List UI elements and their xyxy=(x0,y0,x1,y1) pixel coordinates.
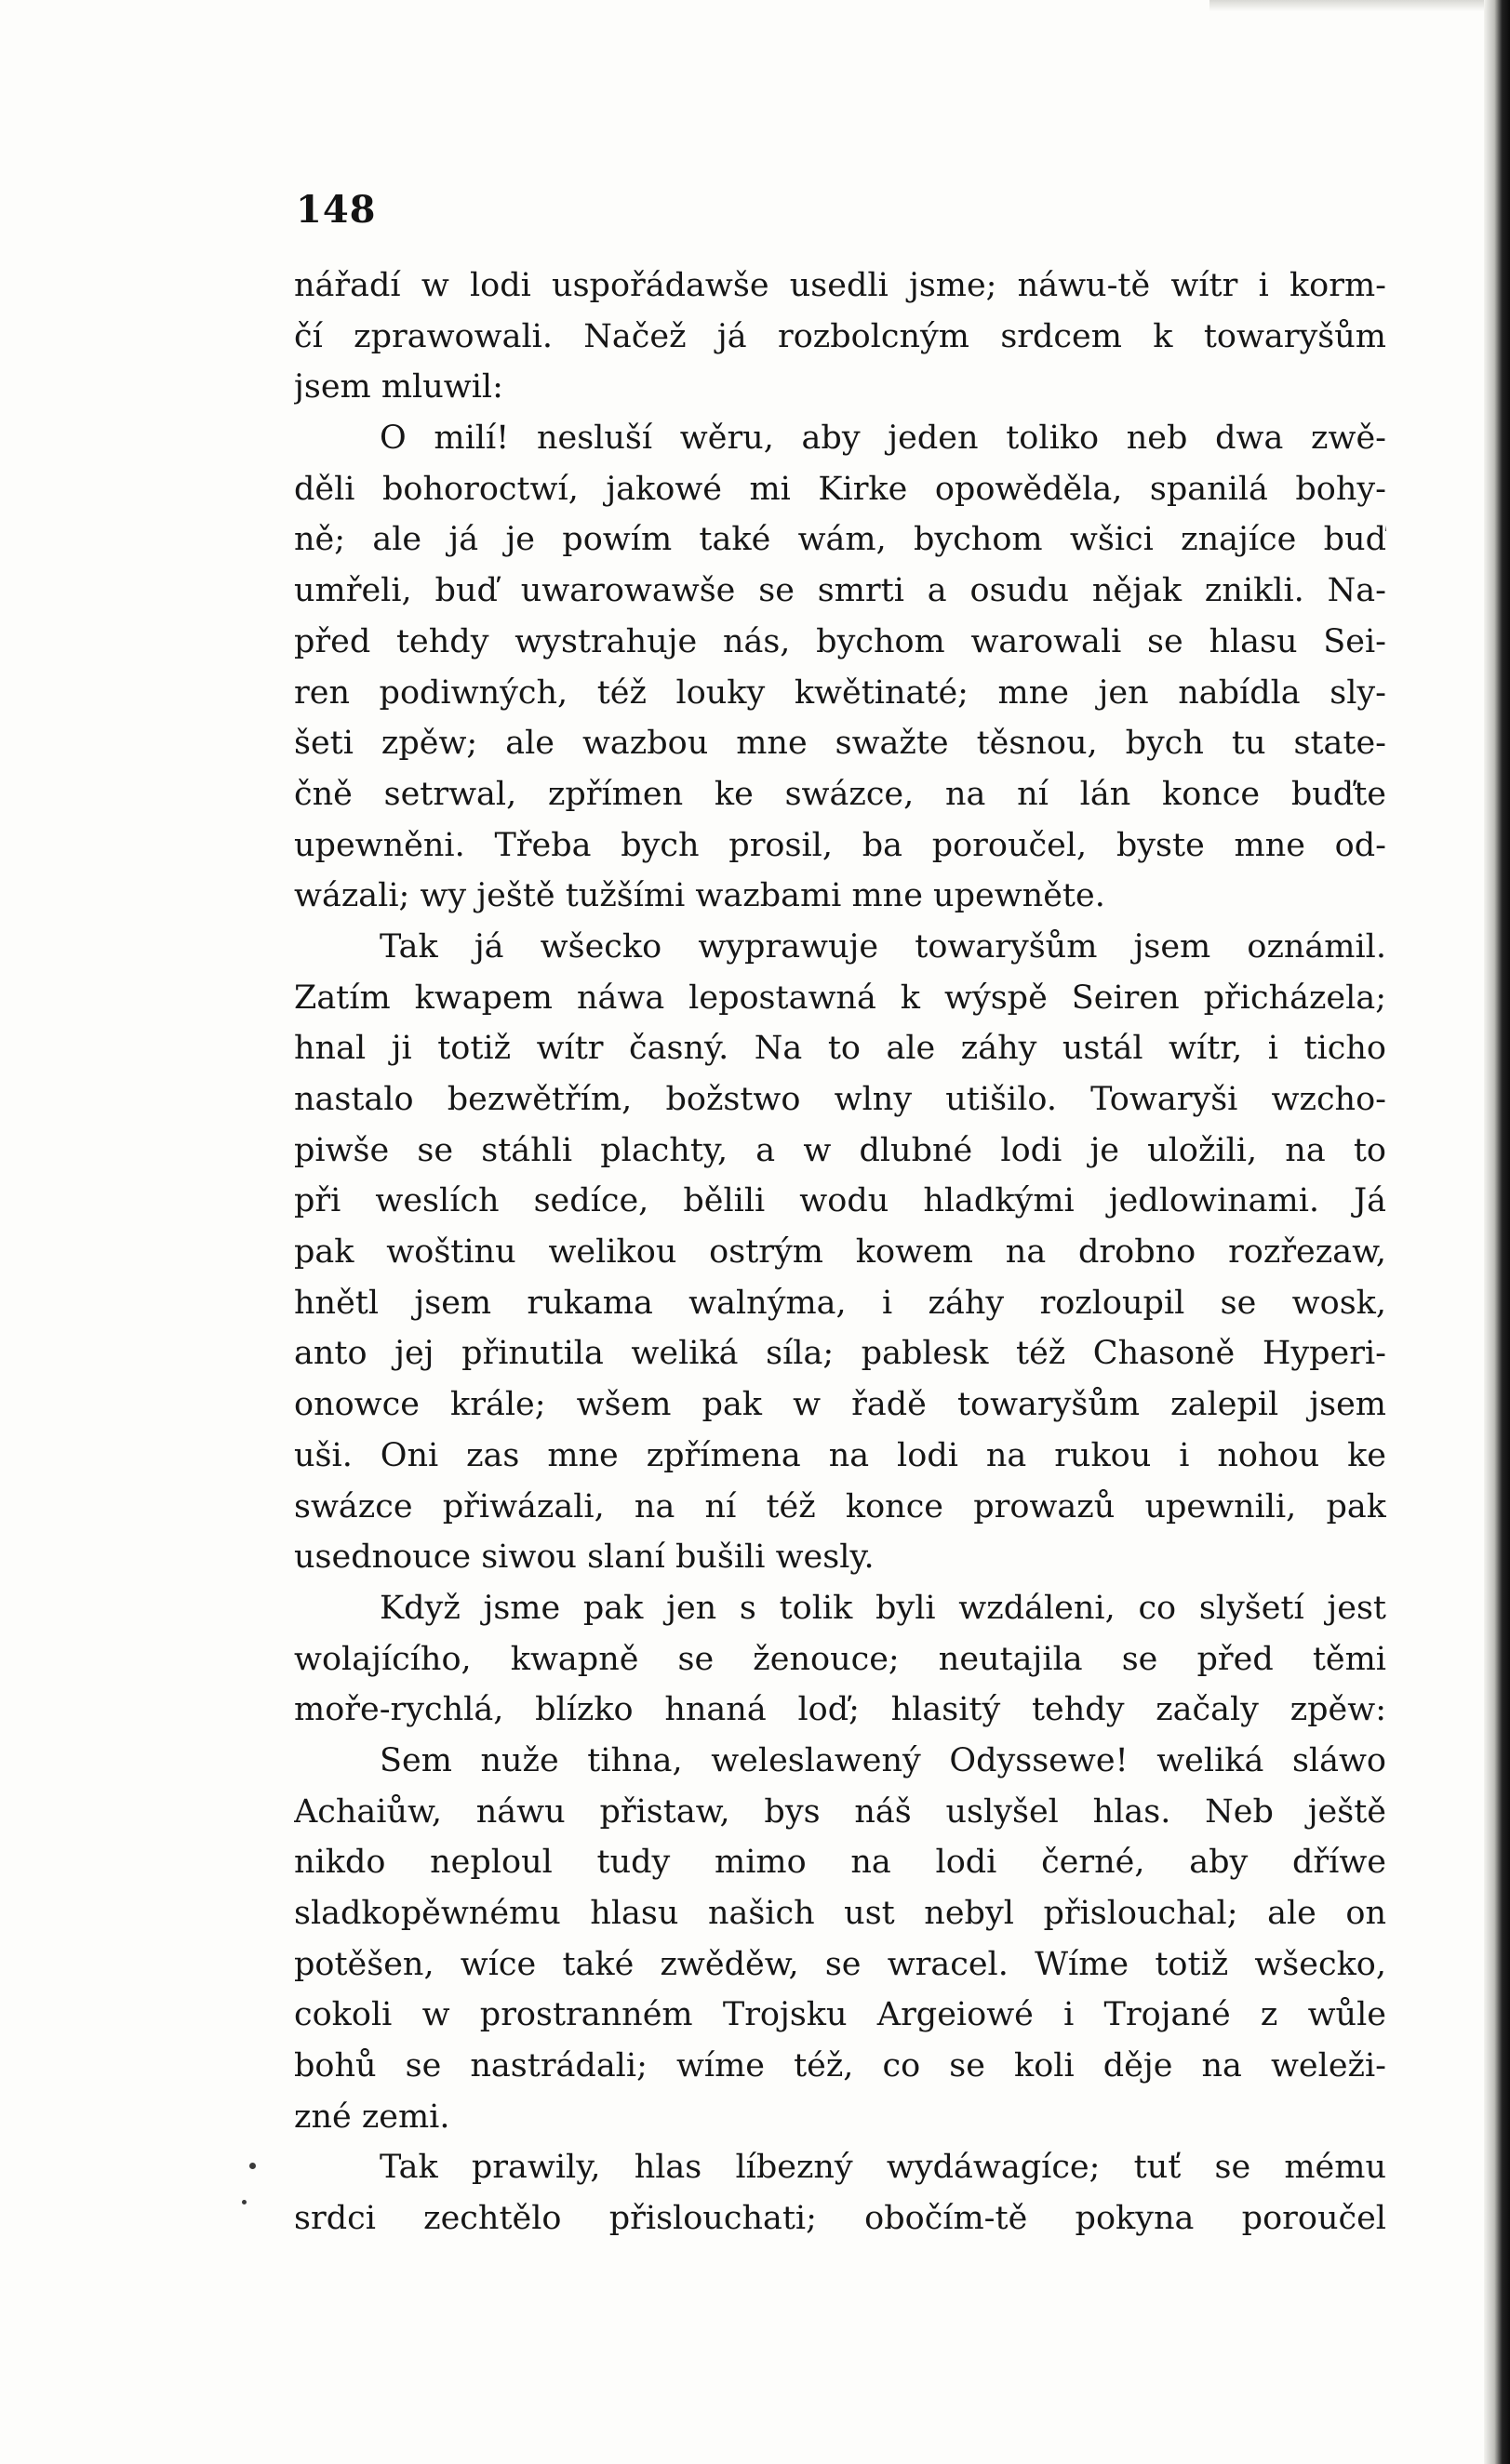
text-line: piwše se stáhli plachty, a w dlubné lodi je uložili, na to xyxy=(294,1131,1386,1169)
text-line: nastalo bezwětřím, božstwo wlny utišilo. Towaryši wzcho- xyxy=(294,1081,1386,1118)
text-line: čí zprawowali. Načež já rozbolcným srdcem k towaryšům xyxy=(294,317,1386,355)
text-line: šeti zpěw; ale wazbou mne swažte těsnou, bych tu state- xyxy=(294,725,1386,763)
text-line: wázali; wy ještě tužšími wazbami mne upewněte. xyxy=(294,877,1105,915)
ink-speck xyxy=(249,2163,256,2169)
text-line: Tak já wšecko wyprawuje towaryšům jsem oznámil. xyxy=(380,927,1386,966)
page-number: 148 xyxy=(296,188,377,232)
text-line: hnal ji totiž wítr časný. Na to ale záhy ustál wítr, i ticho xyxy=(294,1030,1386,1068)
text-line: wolajícího, kwapně se ženouce; neutajila se před těmi xyxy=(294,1640,1386,1678)
text-line: děli bohoroctwí, jakowé mi Kirke opowěděla, spanilá bohy- xyxy=(294,470,1386,508)
text-line: před tehdy wystrahuje nás, bychom warowali se hlasu Sei- xyxy=(294,622,1386,660)
text-line: sladkopěwnému hlasu našich ust nebyl přislouchal; ale on xyxy=(294,1895,1386,1932)
text-line: O milí! nesluší wěru, aby jeden toliko neb dwa zwě- xyxy=(380,420,1386,458)
text-line: ně; ale já je powím také wám, bychom wšici znajíce buď xyxy=(294,521,1386,559)
text-line: moře-rychlá, blízko hnaná loď; hlasitý tehdy začaly zpěw: xyxy=(294,1691,1386,1729)
text-line: uši. Oni zas mne zpřímena na lodi na rukou i nohou ke xyxy=(294,1436,1386,1474)
ink-speck xyxy=(242,2200,247,2204)
text-line: umřeli, buď uwarowawše se smrti a osudu nějak znikli. Na- xyxy=(294,572,1386,610)
text-line: Když jsme pak jen s tolik byli wzdáleni, co slyšetí jest xyxy=(380,1589,1386,1627)
scan-edge-right xyxy=(1484,0,1510,2464)
text-line: nářadí w lodi uspořádawše usedli jsme; náwu-tě wítr i korm- xyxy=(294,267,1386,304)
text-line: při weslích sedíce, bělili wodu hladkými jedlowinami. Já xyxy=(294,1182,1386,1220)
text-line: anto jej přinutila weliká síla; pablesk též Chasoně Hyperi- xyxy=(294,1335,1386,1373)
text-line: hnětl jsem rukama walnýma, i záhy rozloupil se wosk, xyxy=(294,1284,1386,1322)
text-line: Achaiůw, náwu přistaw, bys náš uslyšel hlas. Neb ještě xyxy=(294,1792,1386,1831)
text-line: Tak prawily, hlas líbezný wydáwagíce; tuť se mému xyxy=(380,2149,1386,2187)
text-line: bohů se nastrádali; wíme též, co se koli děje na weleži- xyxy=(294,2047,1386,2085)
text-line: Sem nuže tihna, weleslawený Odyssewe! weliká sláwo xyxy=(380,1741,1386,1779)
text-line: srdci zechtělo přislouchati; obočím-tě pokyna poroučel xyxy=(294,2200,1386,2238)
text-line: upewněni. Třeba bych prosil, ba poroučel, byste mne od- xyxy=(294,826,1386,864)
text-line: pak woštinu welikou ostrým kowem na drobno rozřezaw, xyxy=(294,1233,1386,1272)
text-line: usednouce siwou slaní bušili wesly. xyxy=(294,1538,875,1577)
text-line: onowce krále; wšem pak w řadě towaryšům zalepil jsem xyxy=(294,1386,1386,1424)
text-line: potěšen, wíce také zwěděw, se wracel. Wíme totiž wšecko, xyxy=(294,1945,1386,1983)
text-line: zné zemi. xyxy=(294,2098,450,2136)
text-line: Zatím kwapem náwa lepostawná k wýspě Seiren přicházela; xyxy=(294,979,1386,1017)
text-line: swázce přiwázali, na ní též konce prowazů upewnili, pak xyxy=(294,1487,1386,1525)
text-line: jsem mluwil: xyxy=(294,368,503,406)
text-line: čně setrwal, zpřímen ke swázce, na ní lán konce buďte xyxy=(294,775,1386,813)
body-text xyxy=(294,260,1386,2244)
text-line: ren podiwných, též louky kwětinaté; mne jen nabídla sly- xyxy=(294,673,1386,712)
text-line: nikdo neploul tudy mimo na lodi černé, aby dříwe xyxy=(294,1844,1386,1882)
scan-edge-top xyxy=(1209,0,1510,11)
text-line: cokoli w prostranném Trojsku Argeiowé i Trojané z wůle xyxy=(294,1996,1386,2034)
